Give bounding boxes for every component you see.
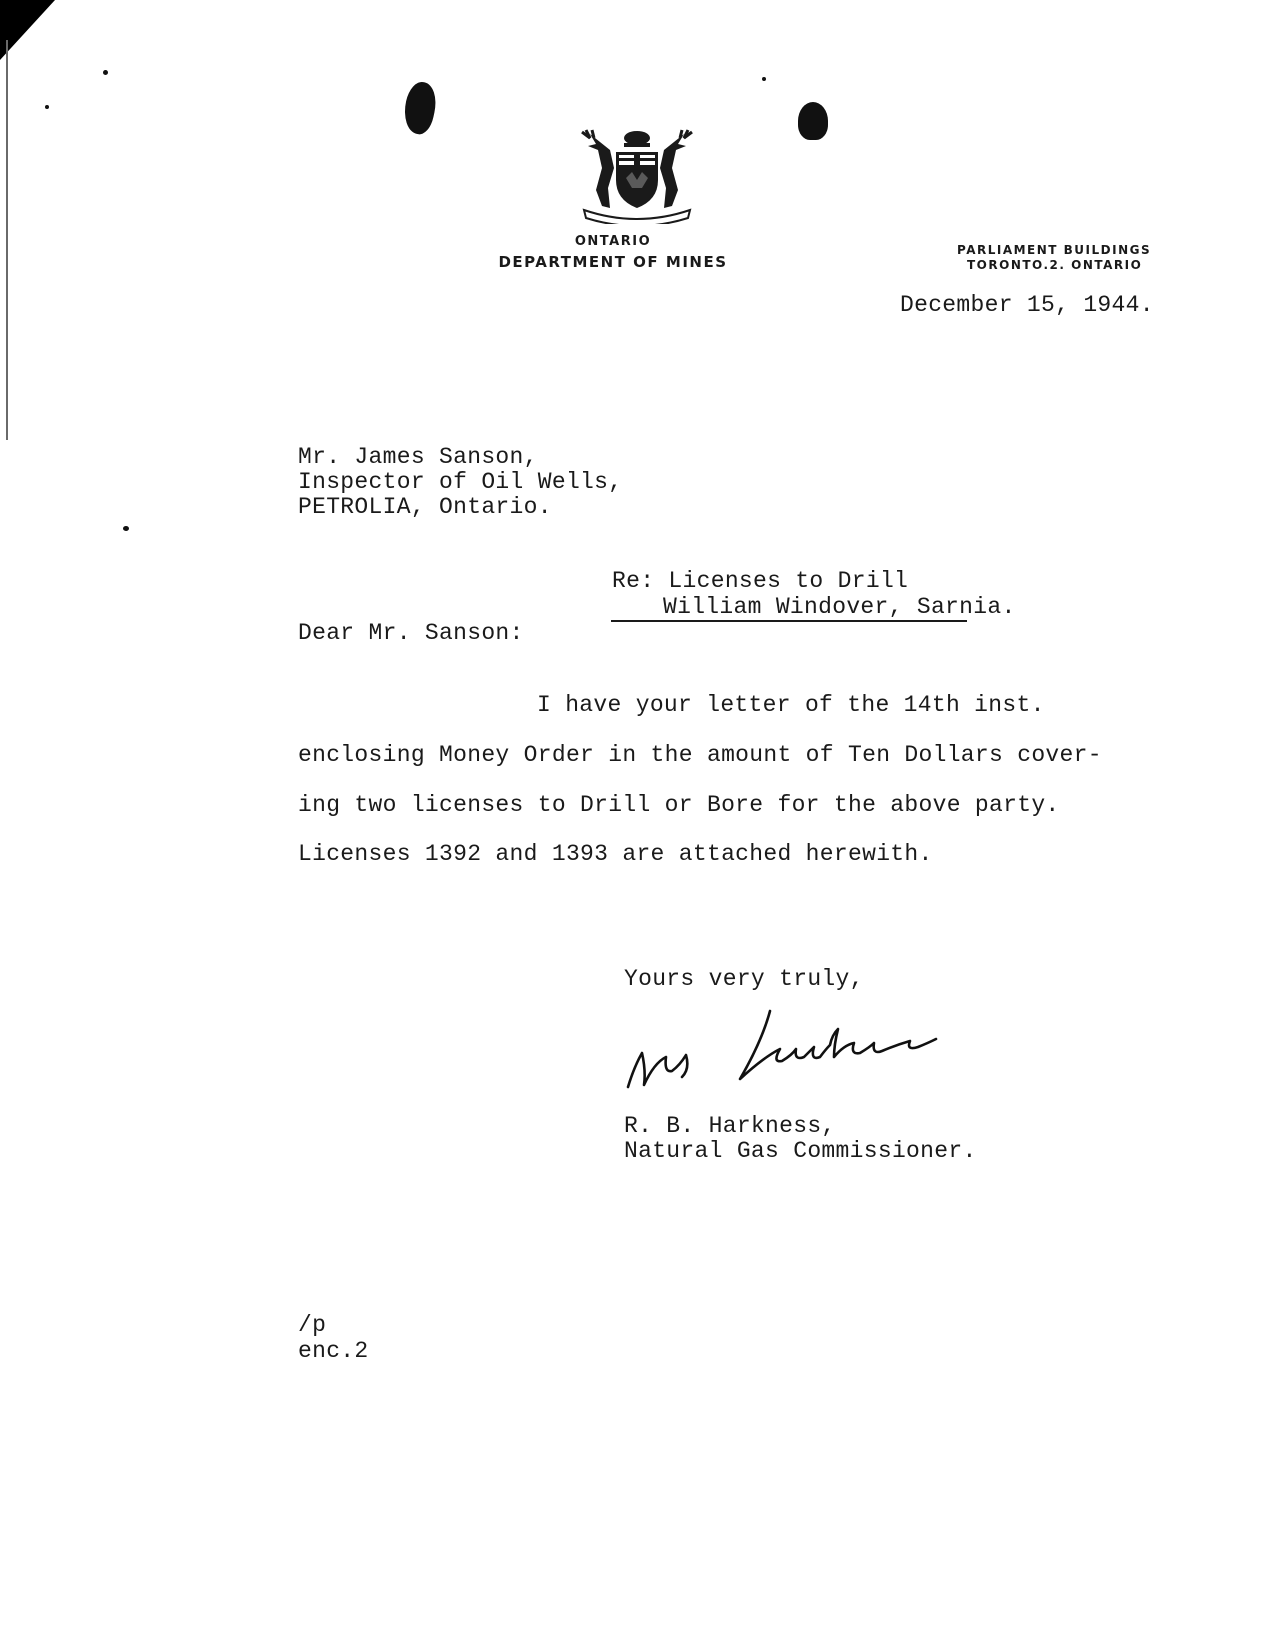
hole-punch-mark — [400, 79, 440, 136]
signer-title: Natural Gas Commissioner. — [624, 1138, 977, 1164]
recipient-name: Mr. James Sanson, — [298, 444, 538, 470]
closing: Yours very truly, — [624, 966, 864, 992]
ontario-coat-of-arms-emblem — [580, 128, 694, 224]
letterhead-address-line2: TORONTO.2. ONTARIO — [967, 258, 1143, 272]
recipient-title: Inspector of Oil Wells, — [298, 469, 623, 495]
scan-speck — [45, 105, 49, 109]
letterhead-address-line1: PARLIAMENT BUILDINGS — [957, 243, 1152, 257]
recipient-location: PETROLIA, Ontario. — [298, 494, 552, 520]
salutation: Dear Mr. Sanson: — [298, 620, 524, 646]
body-line: Licenses 1392 and 1393 are attached herewith. — [298, 841, 933, 867]
scan-speck — [762, 77, 766, 81]
scan-speck — [123, 526, 129, 531]
signer-name: R. B. Harkness, — [624, 1113, 836, 1139]
typist-initials: /p — [298, 1312, 327, 1338]
subject-underline — [611, 620, 967, 622]
scan-speck — [103, 70, 108, 75]
body-line: enclosing Money Order in the amount of Ten Dollars cover- — [298, 742, 1102, 768]
hole-punch-mark — [798, 102, 828, 140]
enclosure-note: enc.2 — [298, 1338, 369, 1364]
letterhead-province: ONTARIO — [574, 234, 652, 249]
handwritten-signature — [620, 1005, 980, 1095]
body-line: I have your letter of the 14th inst. — [537, 692, 1045, 718]
body-line: ing two licenses to Drill or Bore for the above party. — [298, 792, 1060, 818]
subject-party: William Windover, Sarnia. — [663, 594, 1016, 620]
letter-date: December 15, 1944. — [900, 292, 1154, 318]
subject-line: Re: Licenses to Drill — [612, 568, 909, 594]
scan-corner-shadow — [0, 0, 55, 60]
letterhead-department: DEPARTMENT OF MINES — [498, 253, 728, 271]
